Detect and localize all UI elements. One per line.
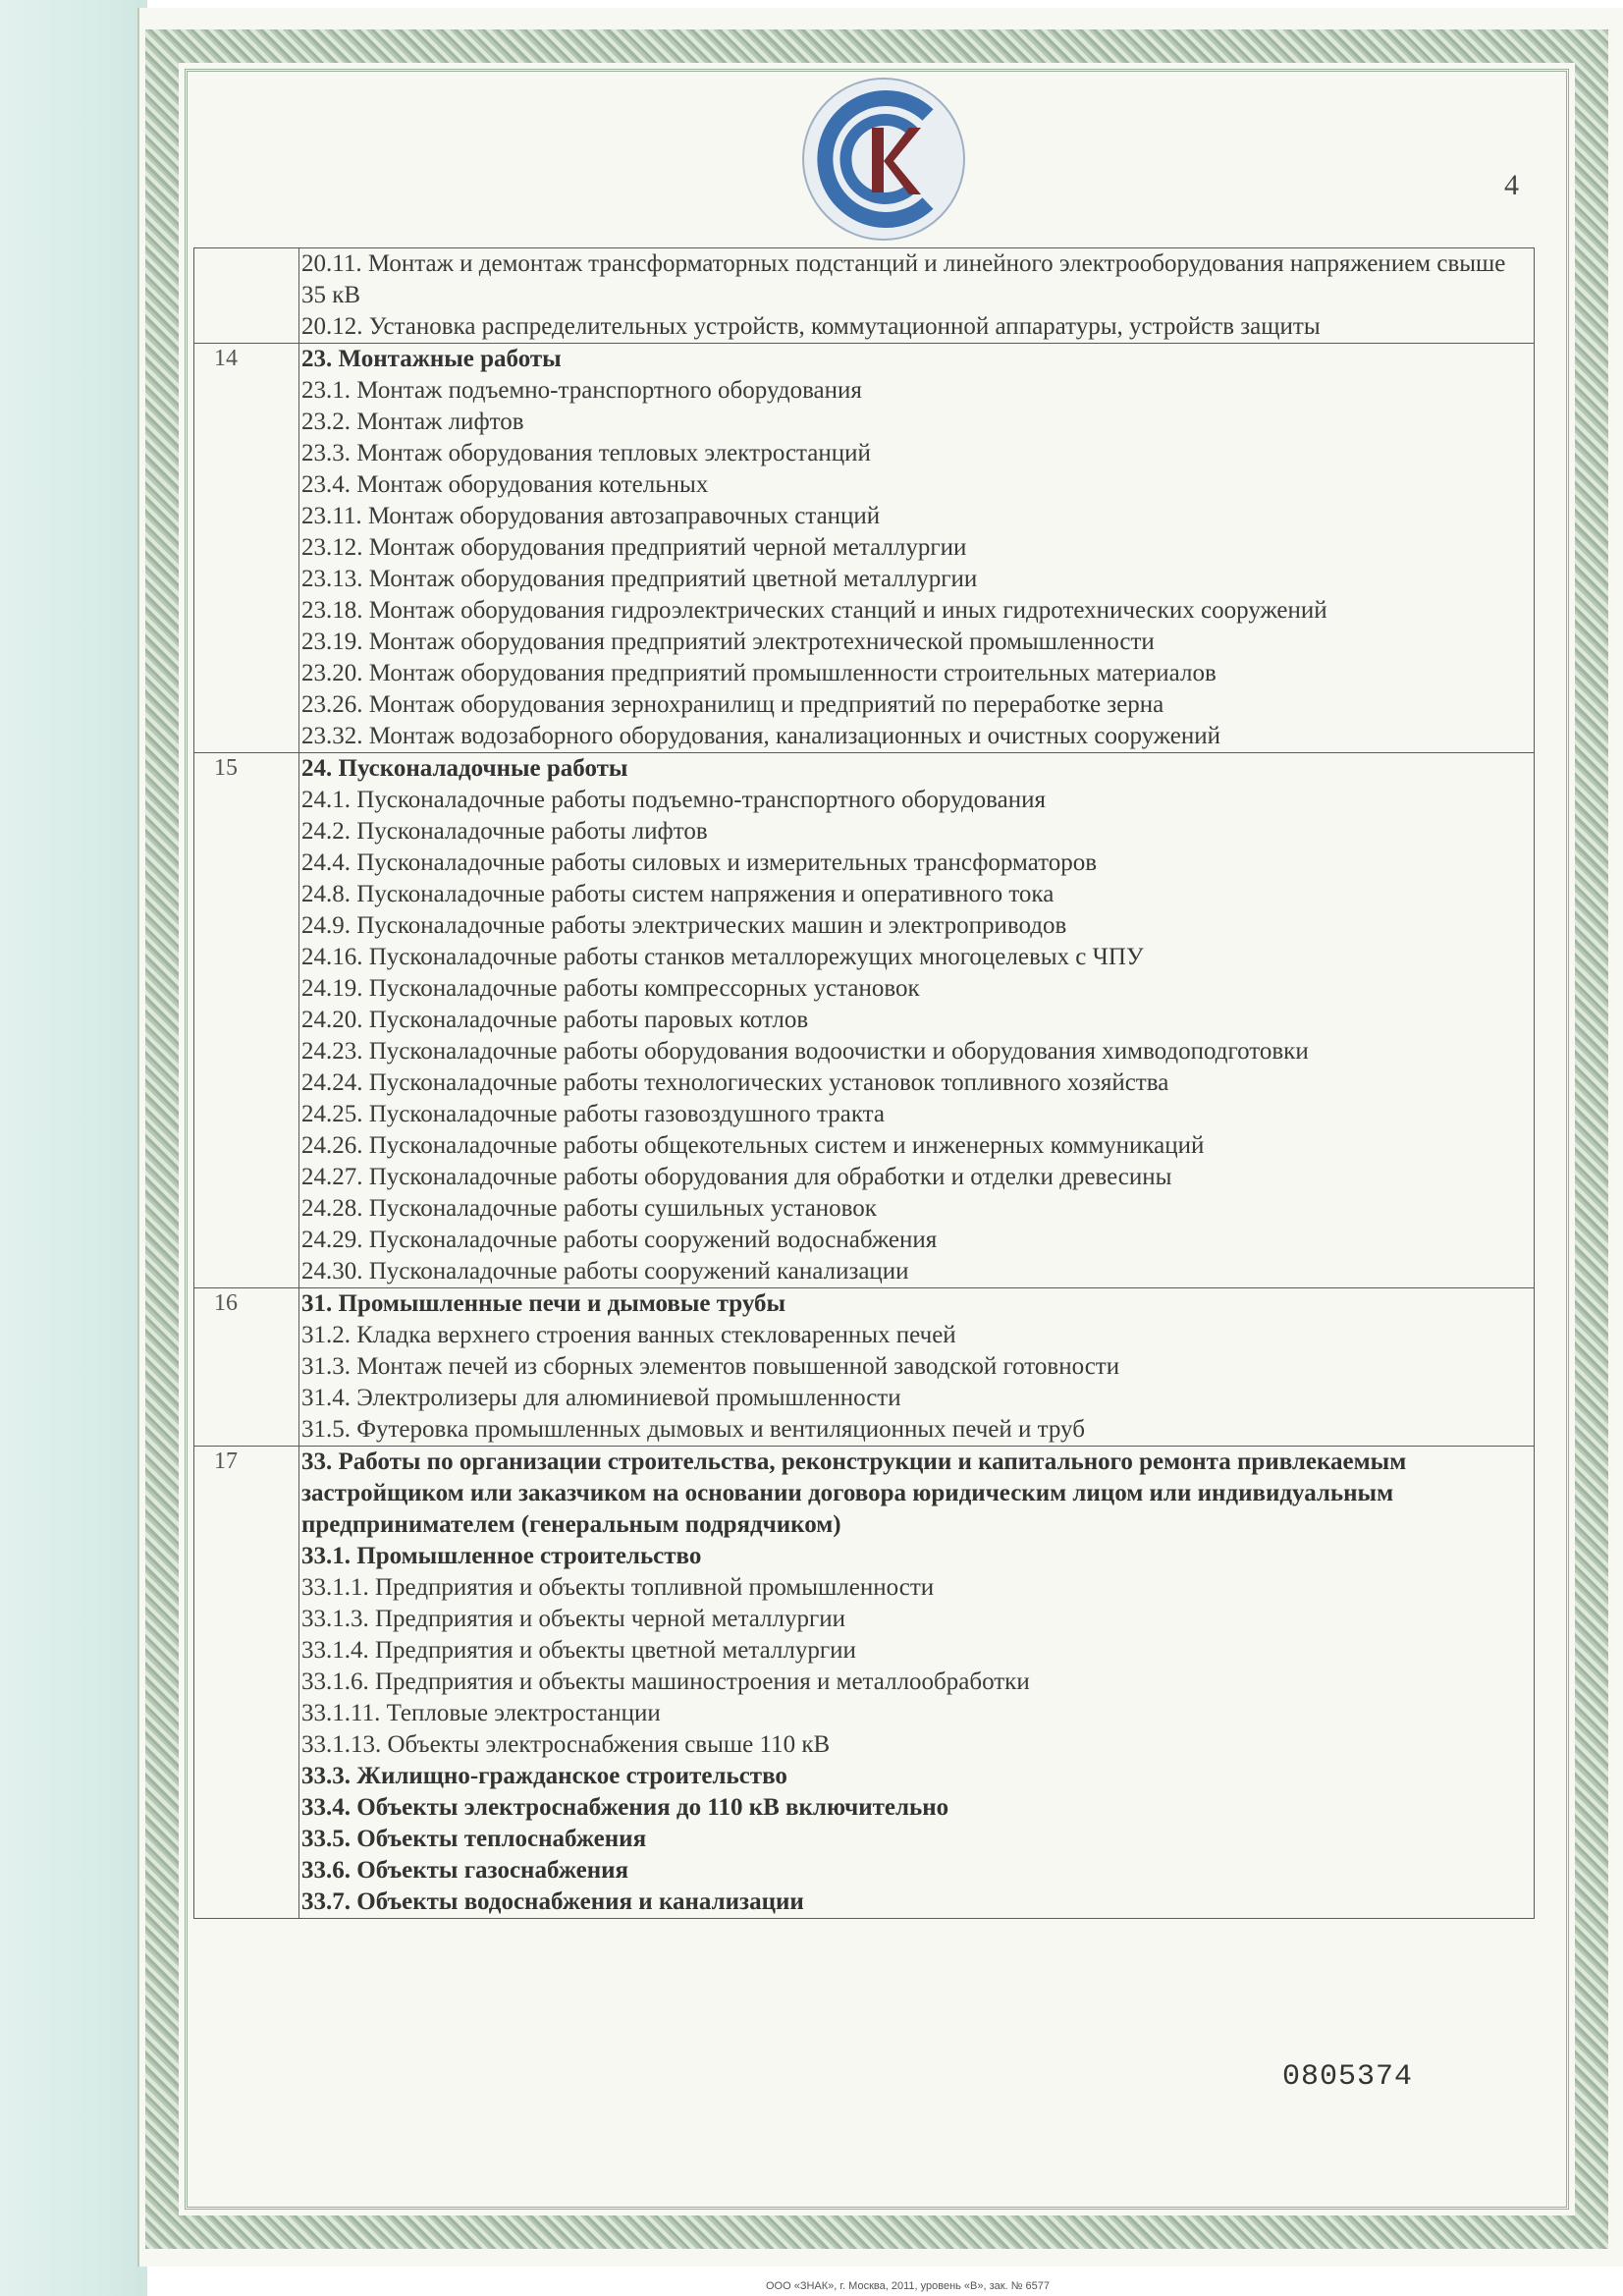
work-item: 23.18. Монтаж оборудования гидроэлектрических станций и иных гидротехнических сооружений	[301, 597, 1327, 624]
work-item: 23.11. Монтаж оборудования автозаправочных станций	[301, 503, 881, 529]
work-item: 23.26. Монтаж оборудования зернохранилищ и предприятий по переработке зерна	[301, 691, 1164, 718]
row-content	[299, 753, 1535, 1288]
row-content	[299, 248, 1535, 344]
section-heading: 33.6. Объекты газоснабжения	[301, 1857, 629, 1884]
work-item: 33.1.11. Тепловые электростанции	[301, 1700, 661, 1726]
work-item: 24.28. Пусконаладочные работы сушильных установок	[301, 1195, 877, 1222]
work-item: 23.20. Монтаж оборудования предприятий промышленности строительных материалов	[301, 660, 1217, 686]
work-item: 23.13. Монтаж оборудования предприятий цветной металлургии	[301, 566, 978, 592]
row-number: 14	[194, 344, 299, 753]
work-item: 24.9. Пусконаладочные работы электрических машин и электроприводов	[301, 912, 1067, 939]
printer-imprint: ООО «ЗНАК», г. Москва, 2011, уровень «В», зак. № 6577	[766, 2280, 1051, 2292]
section-heading: 33. Работы по организации строительства, реконструкции и капитального ремонта привлекаемым застройщиком или заказчиком на основании договора юридическим лицом или индивидуальным предпринимателем (генеральным подрядчиком)	[301, 1449, 1407, 1538]
previous-page-edge	[0, 0, 147, 2296]
section-heading: 23. Монтажные работы	[301, 346, 562, 372]
section-heading: 31. Промышленные печи и дымовые трубы	[301, 1290, 786, 1317]
table-row	[194, 1447, 1535, 1919]
sk-emblem-logo	[795, 71, 972, 247]
work-item: 31.2. Кладка верхнего строения ванных стекловаренных печей	[301, 1322, 956, 1348]
work-item: 24.8. Пусконаладочные работы систем напряжения и оперативного тока	[301, 881, 1055, 907]
work-item: 23.12. Монтаж оборудования предприятий черной металлургии	[301, 534, 967, 561]
work-item: 23.19. Монтаж оборудования предприятий электротехнической промышленности	[301, 629, 1155, 655]
work-item: 24.30. Пусконаладочные работы сооружений канализации	[301, 1258, 909, 1285]
section-heading: 33.3. Жилищно-гражданское строительство	[301, 1763, 787, 1789]
work-item: 24.4. Пусконаладочные работы силовых и измерительных трансформаторов	[301, 849, 1098, 876]
table-row	[194, 753, 1535, 1288]
work-item: 24.24. Пусконаладочные работы технологических установок топливного хозяйства	[301, 1069, 1169, 1096]
row-content	[299, 1447, 1535, 1919]
work-item: 24.29. Пусконаладочные работы сооружений водоснабжения	[301, 1227, 938, 1253]
work-item: 23.2. Монтаж лифтов	[301, 409, 524, 435]
row-content	[299, 344, 1535, 753]
work-item: 33.1.4. Предприятия и объекты цветной металлургии	[301, 1637, 856, 1664]
table-row	[194, 1288, 1535, 1447]
work-item: 23.4. Монтаж оборудования котельных	[301, 471, 709, 498]
work-item: 20.11. Монтаж и демонтаж трансформаторных подстанций и линейного электрооборудования напряжением свыше 35 кВ	[301, 250, 1506, 308]
section-heading: 33.5. Объекты теплоснабжения	[301, 1826, 647, 1852]
work-item: 33.1.3. Предприятия и объекты черной металлургии	[301, 1606, 845, 1632]
row-content	[299, 1288, 1535, 1447]
work-item: 23.1. Монтаж подъемно-транспортного оборудования	[301, 377, 862, 404]
work-item: 24.2. Пусконаладочные работы лифтов	[301, 818, 708, 845]
work-item: 23.3. Монтаж оборудования тепловых электростанций	[301, 440, 871, 466]
work-item: 31.5. Футеровка промышленных дымовых и вентиляционных печей и труб	[301, 1416, 1085, 1443]
work-item: 24.20. Пусконаладочные работы паровых котлов	[301, 1007, 809, 1033]
work-item: 31.3. Монтаж печей из сборных элементов повышенной заводской готовности	[301, 1353, 1120, 1380]
section-heading: 33.1. Промышленное строительство	[301, 1543, 702, 1569]
work-item: 33.1.13. Объекты электроснабжения свыше 110 кВ	[301, 1731, 831, 1758]
work-item: 23.32. Монтаж водозаборного оборудования, канализационных и очистных сооружений	[301, 723, 1220, 749]
work-item: 24.25. Пусконаладочные работы газовоздушного тракта	[301, 1101, 886, 1127]
work-item: 24.16. Пусконаладочные работы станков металлорежущих многоцелевых с ЧПУ	[301, 944, 1144, 970]
work-item: 20.12. Установка распределительных устройств, коммутационной аппаратуры, устройств защиты	[301, 313, 1321, 340]
work-item: 24.23. Пусконаладочные работы оборудования водоочистки и оборудования химводоподготовки	[301, 1038, 1309, 1065]
section-heading: 33.4. Объекты электроснабжения до 110 кВ включительно	[301, 1794, 949, 1821]
table-row	[194, 344, 1535, 753]
work-item: 24.27. Пусконаладочные работы оборудования для обработки и отделки древесины	[301, 1164, 1172, 1190]
work-item: 24.1. Пусконаладочные работы подъемно-транспортного оборудования	[301, 787, 1046, 813]
work-item: 31.4. Электролизеры для алюминиевой промышленности	[301, 1385, 901, 1411]
row-number: 15	[194, 753, 299, 1288]
work-item: 33.1.1. Предприятия и объекты топливной промышленности	[301, 1574, 935, 1601]
work-item: 24.26. Пусконаладочные работы общекотельных систем и инженерных коммуникаций	[301, 1132, 1205, 1159]
section-heading: 24. Пусконаладочные работы	[301, 755, 628, 782]
work-item: 24.19. Пусконаладочные работы компрессорных установок	[301, 975, 920, 1002]
table-row	[194, 248, 1535, 344]
row-number: 17	[194, 1447, 299, 1919]
row-number	[194, 248, 299, 344]
work-item: 33.1.6. Предприятия и объекты машиностроения и металлообработки	[301, 1668, 1030, 1695]
works-table	[193, 247, 1535, 1919]
page-number: 4	[1504, 169, 1519, 201]
section-heading: 33.7. Объекты водоснабжения и канализации	[301, 1888, 804, 1915]
serial-number: 0805374	[1282, 2060, 1414, 2094]
row-number: 16	[194, 1288, 299, 1447]
